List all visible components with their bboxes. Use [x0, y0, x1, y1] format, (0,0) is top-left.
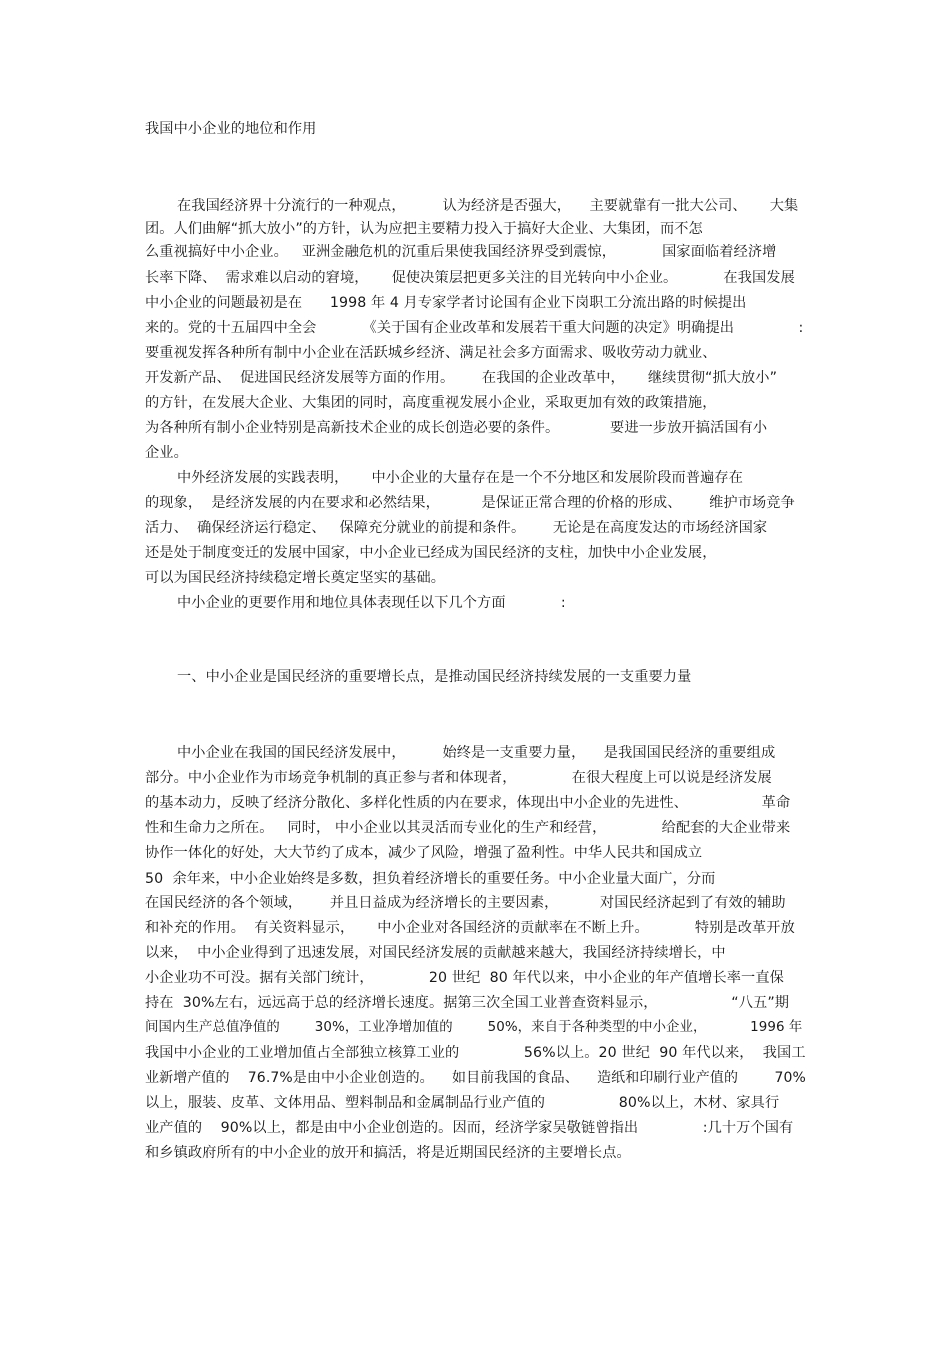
paragraph-line: 间国内生产总值净值的 30%，工业净增加值的 50%，来自于各种类型的中小企业， 1996 年 — [145, 1020, 803, 1035]
paragraph-line: 小企业功不可没。据有关部门统计， 20 世纪 80 年代以来，中小企业的年产值增长率一直保 — [145, 970, 784, 986]
paragraph-line: 中小企业在我国的国民经济发展中， 始终是一支重要力量， 是我国国民经济的重要组成 — [177, 745, 776, 761]
paragraph-line: 业新增产值的 76.7%是由中小企业创造的。 如目前我国的食品、 造纸和印刷行业产值的 70% — [145, 1070, 806, 1086]
paragraph-line: 的现象， 是经济发展的内在要求和必然结果， 是保证正常合理的价格的形成、 维护市场竞争 — [145, 495, 795, 511]
paragraph-line: 的基本动力，反映了经济分散化、多样化性质的内在要求，体现出中小企业的先进性、 革命 — [145, 795, 791, 811]
paragraph-line: 我国中小企业的工业增加值占全部独立核算工业的 56%以上。20 世纪 90 年代以来， 我国工 — [145, 1045, 806, 1061]
paragraph-line: 在我国经济界十分流行的一种观点， 认为经济是否强大， 主要就靠有一批大公司、 大集 — [177, 198, 799, 214]
paragraph-line: 么重视搞好中小企业。 亚洲金融危机的沉重后果使我国经济界受到震惊， 国家面临着经济增 — [145, 244, 777, 260]
paragraph-line: 持在 30%左右，远远高于总的经济增长速度。据第三次全国工业普查资料显示， “八五”期 — [145, 995, 790, 1011]
paragraph-line: 开发新产品、 促进国民经济发展等方面的作用。 在我国的企业改革中， 继续贯彻“抓大放小” — [145, 370, 778, 386]
paragraph-line: 和补充的作用。 有关资料显示， 中小企业对各国经济的贡献率在不断上升。 特别是改革开放 — [145, 920, 795, 936]
paragraph-line: 活力、 确保经济运行稳定、 保障充分就业的前提和条件。 无论是在高度发达的市场经济国家 — [145, 520, 768, 536]
paragraph-line: 企业。 — [145, 445, 188, 461]
section-heading-1: 一、中小企业是国民经济的重要增长点，是推动国民经济持续发展的一支重要力量 — [177, 669, 692, 685]
paragraph-line: 可以为国民经济持续稳定增长奠定坚实的基础。 — [145, 570, 446, 586]
paragraph-line: 部分。中小企业作为市场竞争机制的真正参与者和体现者， 在很大程度上可以说是经济发展 — [145, 770, 772, 786]
paragraph-line: 的方针，在发展大企业、大集团的同时，高度重视发展小企业，采取更加有效的政策措施， — [145, 395, 717, 411]
paragraph-line: 要重视发挥各种所有制中小企业在活跃城乡经济、满足社会多方面需求、吸收劳动力就业、 — [145, 345, 717, 361]
paragraph-line: 性和生命力之所在。 同时， 中小企业以其灵活而专业化的生产和经营， 给配套的大企业带来 — [145, 820, 791, 836]
paragraph-line: 为各种所有制小企业特别是高新技术企业的成长创造必要的条件。 要进一步放开搞活国有小 — [145, 420, 768, 436]
paragraph-3: 中小企业的更要作用和地位具体表现任以下几个方面 : — [177, 595, 566, 611]
paragraph-line: 中小企业的问题最初是在 1998 年 4 月专家学者讨论国有企业下岗职工分流出路的时候提出 — [145, 295, 747, 311]
paragraph-line: 业产值的 90%以上，都是由中小企业创造的。因而，经济学家吴敬链曾指出 :几十万个国有 — [145, 1120, 794, 1136]
paragraph-line: 长率下降、 需求难以启动的窘境， 促使决策层把更多关注的目光转向中小企业。 在我国发展 — [145, 270, 795, 286]
paragraph-line: 以来， 中小企业得到了迅速发展，对国民经济发展的贡献越来越大，我国经济持续增长，中 — [145, 945, 726, 961]
paragraph-line: 50 余年来，中小企业始终是多数，担负着经济增长的重要任务。中小企业量大面广，分而 — [145, 871, 716, 887]
paragraph-line: 中外经济发展的实践表明， 中小企业的大量存在是一个不分地区和发展阶段而普遍存在 — [177, 470, 743, 486]
paragraph-line: 协作一体化的好处，大大节约了成本，减少了风险，增强了盈利性。中华人民共和国成立 — [145, 845, 703, 861]
paragraph-line: 在国民经济的各个领域， 并且日益成为经济增长的主要因素， 对国民经济起到了有效的辅助 — [145, 895, 786, 911]
paragraph-line: 团。人们曲解“抓大放小”的方针，认为应把主要精力投入于搞好大企业、大集团，而不怎 — [145, 221, 703, 237]
document-title: 我国中小企业的地位和作用 — [145, 121, 317, 137]
paragraph-line: 以上，服装、皮革、文体用品、塑料制品和金属制品行业产值的 80%以上，木材、家具行 — [145, 1095, 780, 1111]
paragraph-line: 和乡镇政府所有的中小企业的放开和搞活，将是近期国民经济的主要增长点。 — [145, 1145, 631, 1161]
paragraph-line: 还是处于制度变迁的发展中国家，中小企业已经成为国民经济的支柱，加快中小企业发展， — [145, 545, 717, 561]
paragraph-line: 来的。党的十五届四中全会 《关于国有企业改革和发展若干重大问题的决定》明确提出 : — [145, 320, 804, 336]
